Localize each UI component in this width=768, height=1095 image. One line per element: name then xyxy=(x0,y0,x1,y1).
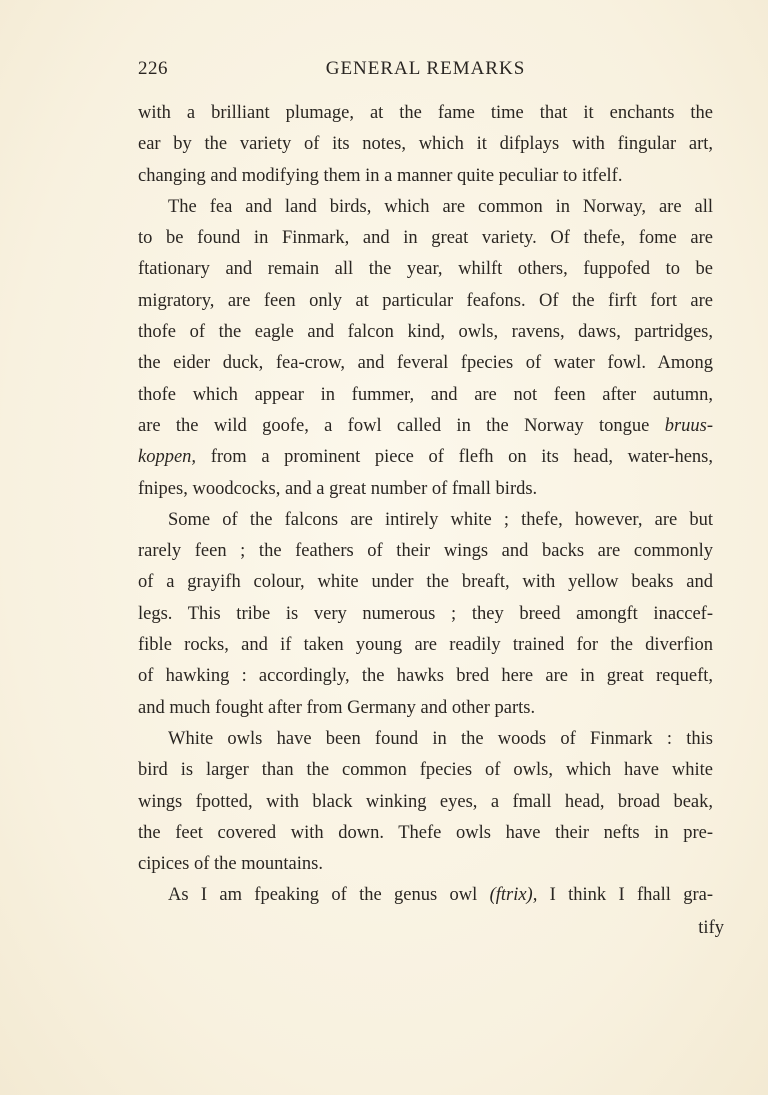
text-line: ftationary and remain all the year, whilft others, fuppofed to be xyxy=(138,259,713,280)
text-segment: I think I fhall gra- xyxy=(549,885,714,906)
body-text xyxy=(138,98,713,912)
text-line: to be found in Finmark, and in great variety. Of thefe, fome are xyxy=(138,228,713,249)
text-line: migratory, are feen only at particular feafons. Of the firft fort are xyxy=(138,290,713,311)
text-line: the eider duck, fea-crow, and feveral fpecies of water fowl. Among xyxy=(138,353,713,374)
text-line: of hawking : accordingly, the hawks bred here are in great requeft, xyxy=(138,666,713,687)
page-number: 226 xyxy=(138,58,168,79)
paragraph-first-line: The fea and land birds, which are common in Norway, are all xyxy=(168,196,713,217)
paragraph-first-line: Some of the falcons are intirely white ; thefe, however, are but xyxy=(168,509,713,530)
text-segment: from a prominent piece of flefh on its head, water-hens, xyxy=(210,447,714,468)
text-line: thofe which appear in fummer, and are not feen after autumn, xyxy=(138,384,713,405)
text-line xyxy=(138,411,713,442)
page-header xyxy=(138,58,713,88)
italic-term: bruus- xyxy=(664,415,714,436)
text-line: and much fought after from Germany and other parts. xyxy=(138,697,536,718)
text-line: cipices of the mountains. xyxy=(138,854,323,875)
text-segment: are the wild goofe, a fowl called in the Norway tongue xyxy=(138,415,650,436)
text-line xyxy=(138,442,713,473)
paragraph-first-line: White owls have been found in the woods of Finmark : this xyxy=(168,728,713,749)
text-line: bird is larger than the common fpecies of owls, which have white xyxy=(138,760,713,781)
text-line: rarely feen ; the feathers of their wings and backs are commonly xyxy=(138,541,713,562)
text-line: fible rocks, and if taken young are readily trained for the diverfion xyxy=(138,635,713,656)
text-line: wings fpotted, with black winking eyes, a fmall head, broad beak, xyxy=(138,791,713,812)
italic-term: koppen, xyxy=(138,447,197,468)
running-title: GENERAL REMARKS xyxy=(325,58,526,79)
text-line: the feet covered with down. Thefe owls have their nefts in pre- xyxy=(138,822,713,843)
paragraph-first-line xyxy=(138,880,713,911)
italic-term: (ftrix), xyxy=(489,885,538,906)
text-line: with a brilliant plumage, at the fame time that it enchants the xyxy=(138,103,713,123)
text-line: thofe of the eagle and falcon kind, owls, ravens, daws, partridges, xyxy=(138,322,713,343)
catchword: tify xyxy=(698,918,724,938)
text-line: legs. This tribe is very numerous ; they breed amongft inaccef- xyxy=(138,603,713,624)
text-line: ear by the variety of its notes, which it difplays with fingular art, xyxy=(138,134,713,155)
text-line: fnipes, woodcocks, and a great number of fmall birds. xyxy=(138,478,538,499)
text-line: changing and modifying them in a manner quite peculiar to itfelf. xyxy=(138,165,623,186)
text-segment: As I am fpeaking of the genus owl xyxy=(168,885,478,906)
text-line: of a grayifh colour, white under the breaft, with yellow beaks and xyxy=(138,572,713,593)
